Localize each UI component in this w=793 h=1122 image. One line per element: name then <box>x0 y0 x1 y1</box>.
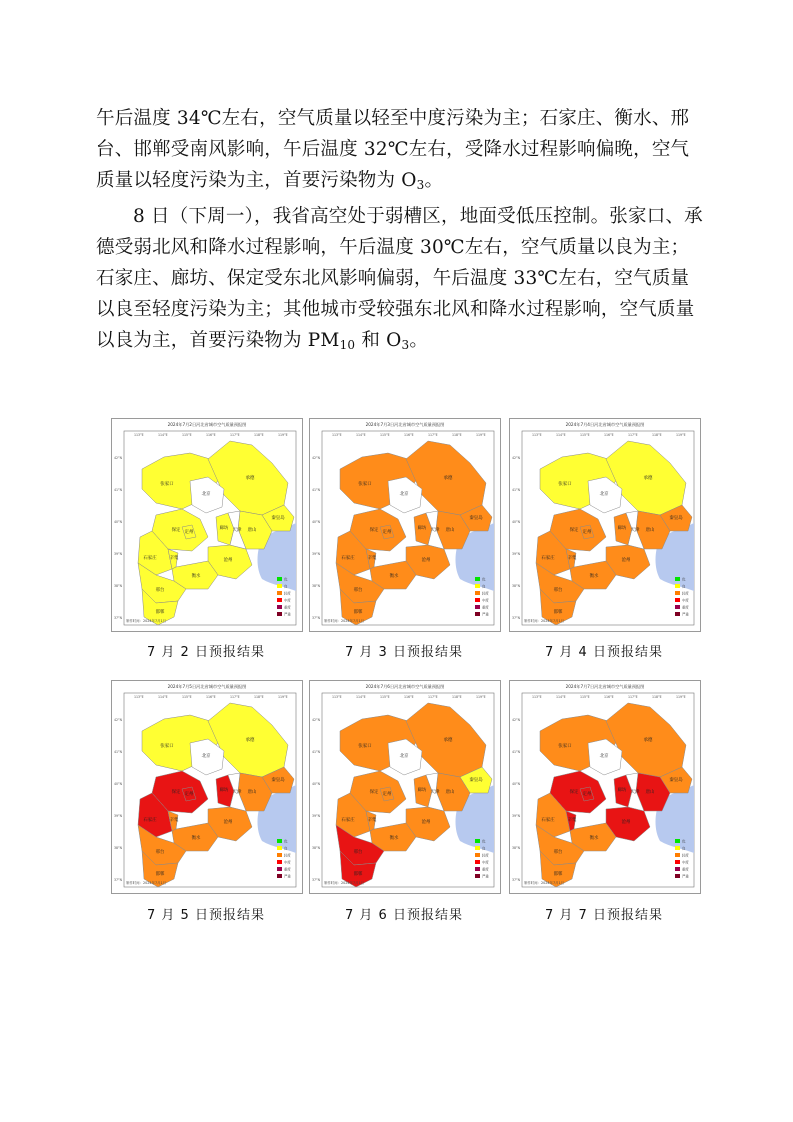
city-label-hd: 邯郸 <box>353 610 363 615</box>
city-label-xj: 辛集 <box>567 818 577 823</box>
city-label-cz: 沧州 <box>223 558 233 563</box>
city-label-ts: 唐山 <box>445 790 455 795</box>
city-label-zjk: 张家口 <box>358 744 372 749</box>
forecast-map-jul3 <box>309 418 501 632</box>
longitude-label: 116°E <box>404 695 414 699</box>
legend-swatch <box>675 874 680 878</box>
city-label-cd: 承德 <box>245 476 255 481</box>
longitude-label: 115°E <box>182 695 192 699</box>
city-label-ts: 唐山 <box>247 790 257 795</box>
longitude-label: 118°E <box>452 433 462 437</box>
legend-swatch <box>277 853 282 857</box>
longitude-label: 117°E <box>428 695 438 699</box>
longitude-label: 117°E <box>230 433 240 437</box>
legend-swatch <box>277 846 282 850</box>
latitude-label: 40°N <box>512 520 521 524</box>
caption-jul2: 7 月 2 日预报结果 <box>147 645 265 660</box>
latitude-label: 42°N <box>512 456 521 460</box>
longitude-label: 115°E <box>182 433 192 437</box>
legend-label: 轻度 <box>682 591 689 596</box>
legend-swatch <box>277 584 282 588</box>
map-title: 2024年7月5日河北省城市空气质量预报图 <box>167 684 247 689</box>
latitude-label: 37°N <box>512 878 521 882</box>
city-label-xj: 辛集 <box>169 818 179 823</box>
map-title: 2024年7月4日河北省城市空气质量预报图 <box>565 422 645 427</box>
latitude-label: 39°N <box>512 814 521 818</box>
map-svg <box>310 419 500 631</box>
latitude-label: 42°N <box>312 456 321 460</box>
legend-swatch <box>475 839 480 843</box>
longitude-label: 118°E <box>452 695 462 699</box>
map-footer: 制作时间：2024年7月1日 <box>126 619 167 623</box>
map-svg <box>510 419 700 631</box>
city-label-xj: 辛集 <box>367 818 377 823</box>
city-label-hs: 衡水 <box>191 574 201 579</box>
latitude-label: 37°N <box>114 878 123 882</box>
city-label-sjz: 石家庄 <box>541 818 555 823</box>
legend-label: 中度 <box>682 598 689 603</box>
city-label-sjz: 石家庄 <box>143 818 157 823</box>
city-label-lf: 廊坊 <box>617 526 627 531</box>
longitude-label: 116°E <box>206 695 216 699</box>
forecast-map-jul4 <box>509 418 701 632</box>
latitude-label: 39°N <box>114 552 123 556</box>
legend-swatch <box>675 577 680 581</box>
city-label-qhd: 秦皇岛 <box>271 778 285 783</box>
legend-label: 优 <box>682 577 686 582</box>
city-label-hd: 邯郸 <box>553 872 563 877</box>
city-label-bj: 北京 <box>599 754 609 759</box>
city-label-dz: 定州 <box>184 530 194 535</box>
legend-swatch <box>277 591 282 595</box>
map-footer: 制作时间：2024年7月1日 <box>524 619 565 623</box>
longitude-label: 119°E <box>676 433 686 437</box>
city-label-cz: 沧州 <box>421 820 431 825</box>
city-label-dz: 定州 <box>582 792 592 797</box>
longitude-label: 114°E <box>356 695 366 699</box>
legend-label: 重度 <box>284 605 291 610</box>
latitude-label: 37°N <box>312 616 321 620</box>
latitude-label: 41°N <box>512 488 521 492</box>
legend-label: 优 <box>482 839 486 844</box>
legend-swatch <box>675 598 680 602</box>
city-label-sjz: 石家庄 <box>341 556 355 561</box>
legend-label: 良 <box>682 584 686 589</box>
latitude-label: 37°N <box>312 878 321 882</box>
city-label-xt: 邢台 <box>553 588 563 593</box>
city-label-cz: 沧州 <box>621 820 631 825</box>
city-label-sjz: 石家庄 <box>143 556 157 561</box>
longitude-label: 113°E <box>332 695 342 699</box>
city-label-tj: 天津 <box>630 790 640 795</box>
longitude-label: 118°E <box>254 695 264 699</box>
latitude-label: 41°N <box>312 488 321 492</box>
caption-jul6: 7 月 6 日预报结果 <box>345 908 463 923</box>
latitude-label: 40°N <box>114 520 123 524</box>
city-label-cd: 承德 <box>443 738 453 743</box>
longitude-label: 117°E <box>628 695 638 699</box>
map-title: 2024年7月6日河北省城市空气质量预报图 <box>365 684 445 689</box>
city-label-ts: 唐山 <box>645 528 655 533</box>
legend-label: 良 <box>482 584 486 589</box>
legend-label: 重度 <box>284 867 291 872</box>
legend-label: 良 <box>284 846 288 851</box>
legend-swatch <box>475 853 480 857</box>
longitude-label: 116°E <box>604 433 614 437</box>
legend-swatch <box>277 577 282 581</box>
legend-label: 中度 <box>482 860 489 865</box>
legend-swatch <box>475 598 480 602</box>
legend-swatch <box>475 584 480 588</box>
longitude-label: 119°E <box>476 433 486 437</box>
city-label-dz: 定州 <box>382 792 392 797</box>
longitude-label: 115°E <box>380 695 390 699</box>
legend-label: 严重 <box>284 874 291 879</box>
longitude-label: 114°E <box>158 433 168 437</box>
city-label-zjk: 张家口 <box>558 482 572 487</box>
paragraph-1: 午后温度 34℃左右，空气质量以轻至中度污染为主；石家庄、衡水、邢台、邯郸受南风影响，午后温度 32℃左右，受降水过程影响偏晚，空气质量以轻度污染为主，首要污染物为 $O_3$。 <box>96 108 690 192</box>
city-label-hd: 邯郸 <box>553 610 563 615</box>
latitude-label: 37°N <box>114 616 123 620</box>
longitude-label: 117°E <box>230 695 240 699</box>
body-text <box>96 103 706 361</box>
legend-label: 中度 <box>284 860 291 865</box>
city-label-dz: 定州 <box>184 792 194 797</box>
latitude-label: 40°N <box>512 782 521 786</box>
city-label-lf: 廊坊 <box>219 788 229 793</box>
longitude-label: 119°E <box>676 695 686 699</box>
legend-swatch <box>475 874 480 878</box>
legend-swatch <box>277 867 282 871</box>
city-label-xt: 邢台 <box>155 850 165 855</box>
latitude-label: 41°N <box>114 750 123 754</box>
longitude-label: 118°E <box>254 433 264 437</box>
legend-label: 优 <box>284 839 288 844</box>
legend-label: 中度 <box>482 598 489 603</box>
city-label-lf: 廊坊 <box>417 788 427 793</box>
latitude-label: 40°N <box>312 520 321 524</box>
city-label-cz: 沧州 <box>621 558 631 563</box>
legend-label: 良 <box>284 584 288 589</box>
legend-swatch <box>475 577 480 581</box>
longitude-label: 119°E <box>278 695 288 699</box>
latitude-label: 38°N <box>114 584 123 588</box>
city-label-qhd: 秦皇岛 <box>469 778 483 783</box>
map-svg <box>510 681 700 893</box>
map-title: 2024年7月2日河北省城市空气质量预报图 <box>167 422 247 427</box>
longitude-label: 113°E <box>532 433 542 437</box>
legend-swatch <box>675 853 680 857</box>
longitude-label: 119°E <box>476 695 486 699</box>
legend-swatch <box>475 846 480 850</box>
legend-label: 严重 <box>482 612 489 617</box>
city-label-hd: 邯郸 <box>155 872 165 877</box>
legend-label: 重度 <box>682 867 689 872</box>
longitude-label: 115°E <box>380 433 390 437</box>
legend-label: 轻度 <box>682 853 689 858</box>
latitude-label: 42°N <box>512 718 521 722</box>
latitude-label: 39°N <box>114 814 123 818</box>
legend-swatch <box>675 839 680 843</box>
map-svg <box>310 681 500 893</box>
city-label-xt: 邢台 <box>353 850 363 855</box>
caption-jul4: 7 月 4 日预报结果 <box>545 645 663 660</box>
city-label-zjk: 张家口 <box>160 744 174 749</box>
legend-label: 中度 <box>682 860 689 865</box>
longitude-label: 113°E <box>134 695 144 699</box>
city-label-xt: 邢台 <box>553 850 563 855</box>
map-footer: 制作时间：2024年7月1日 <box>126 881 167 885</box>
latitude-label: 42°N <box>312 718 321 722</box>
city-label-tj: 天津 <box>630 528 640 533</box>
latitude-label: 39°N <box>312 552 321 556</box>
city-label-xt: 邢台 <box>155 588 165 593</box>
forecast-map-jul5 <box>111 680 303 894</box>
legend-label: 中度 <box>284 598 291 603</box>
city-label-hs: 衡水 <box>191 836 201 841</box>
longitude-label: 113°E <box>134 433 144 437</box>
latitude-label: 40°N <box>114 782 123 786</box>
forecast-map-jul7 <box>509 680 701 894</box>
latitude-label: 38°N <box>312 846 321 850</box>
longitude-label: 116°E <box>206 433 216 437</box>
latitude-label: 38°N <box>512 584 521 588</box>
longitude-label: 118°E <box>652 433 662 437</box>
legend-swatch <box>277 605 282 609</box>
forecast-map-jul2 <box>111 418 303 632</box>
latitude-label: 39°N <box>512 552 521 556</box>
legend-swatch <box>475 860 480 864</box>
city-label-qhd: 秦皇岛 <box>669 778 683 783</box>
legend-swatch <box>675 612 680 616</box>
caption-jul3: 7 月 3 日预报结果 <box>345 645 463 660</box>
legend-swatch <box>277 598 282 602</box>
city-label-cd: 承德 <box>643 738 653 743</box>
latitude-label: 38°N <box>312 584 321 588</box>
map-title: 2024年7月3日河北省城市空气质量预报图 <box>365 422 445 427</box>
legend-swatch <box>675 867 680 871</box>
city-label-hs: 衡水 <box>589 574 599 579</box>
longitude-label: 116°E <box>404 433 414 437</box>
caption-jul7: 7 月 7 日预报结果 <box>545 908 663 923</box>
longitude-label: 115°E <box>580 695 590 699</box>
city-label-tj: 天津 <box>430 790 440 795</box>
legend-swatch <box>675 591 680 595</box>
legend-label: 重度 <box>482 605 489 610</box>
legend-swatch <box>277 612 282 616</box>
longitude-label: 116°E <box>604 695 614 699</box>
latitude-label: 41°N <box>312 750 321 754</box>
city-label-lf: 廊坊 <box>617 788 627 793</box>
legend-label: 重度 <box>482 867 489 872</box>
map-footer: 制作时间：2024年7月1日 <box>524 881 565 885</box>
city-label-cz: 沧州 <box>223 820 233 825</box>
legend-label: 严重 <box>284 612 291 617</box>
city-label-xt: 邢台 <box>353 588 363 593</box>
latitude-label: 42°N <box>114 456 123 460</box>
city-label-bj: 北京 <box>201 492 211 497</box>
legend-swatch <box>475 867 480 871</box>
city-label-ts: 唐山 <box>247 528 257 533</box>
legend-swatch <box>277 860 282 864</box>
city-label-bd: 保定 <box>369 790 379 795</box>
legend-label: 优 <box>682 839 686 844</box>
city-label-qhd: 秦皇岛 <box>469 516 483 521</box>
longitude-label: 113°E <box>532 695 542 699</box>
city-label-xj: 辛集 <box>367 556 377 561</box>
legend-label: 严重 <box>482 874 489 879</box>
longitude-label: 114°E <box>556 695 566 699</box>
legend-swatch <box>475 612 480 616</box>
map-title: 2024年7月7日河北省城市空气质量预报图 <box>565 684 645 689</box>
legend-label: 轻度 <box>482 591 489 596</box>
city-label-hs: 衡水 <box>389 574 399 579</box>
legend-label: 良 <box>482 846 486 851</box>
legend-label: 良 <box>682 846 686 851</box>
legend-label: 重度 <box>682 605 689 610</box>
city-label-bd: 保定 <box>171 790 181 795</box>
city-label-bj: 北京 <box>201 754 211 759</box>
legend-label: 优 <box>284 577 288 582</box>
map-footer: 制作时间：2024年7月1日 <box>324 619 365 623</box>
longitude-label: 114°E <box>356 433 366 437</box>
legend-swatch <box>675 605 680 609</box>
caption-jul5: 7 月 5 日预报结果 <box>147 908 265 923</box>
city-label-xj: 辛集 <box>169 556 179 561</box>
legend-swatch <box>675 860 680 864</box>
legend-label: 轻度 <box>482 853 489 858</box>
city-label-bd: 保定 <box>569 790 579 795</box>
latitude-label: 41°N <box>512 750 521 754</box>
latitude-label: 42°N <box>114 718 123 722</box>
city-label-cd: 承德 <box>643 476 653 481</box>
city-label-qhd: 秦皇岛 <box>271 516 285 521</box>
latitude-label: 38°N <box>114 846 123 850</box>
legend-swatch <box>475 591 480 595</box>
city-label-lf: 廊坊 <box>417 526 427 531</box>
latitude-label: 38°N <box>512 846 521 850</box>
forecast-map-jul6 <box>309 680 501 894</box>
city-label-bd: 保定 <box>369 528 379 533</box>
city-label-tj: 天津 <box>430 528 440 533</box>
legend-swatch <box>277 874 282 878</box>
city-label-cd: 承德 <box>443 476 453 481</box>
longitude-label: 118°E <box>652 695 662 699</box>
city-label-sjz: 石家庄 <box>541 556 555 561</box>
city-label-ts: 唐山 <box>645 790 655 795</box>
city-label-dz: 定州 <box>582 530 592 535</box>
latitude-label: 40°N <box>312 782 321 786</box>
city-label-tj: 天津 <box>232 528 242 533</box>
longitude-label: 119°E <box>278 433 288 437</box>
city-label-hd: 邯郸 <box>353 872 363 877</box>
latitude-label: 39°N <box>312 814 321 818</box>
city-label-qhd: 秦皇岛 <box>669 516 683 521</box>
city-label-hs: 衡水 <box>389 836 399 841</box>
legend-label: 优 <box>482 577 486 582</box>
legend-swatch <box>277 839 282 843</box>
legend-swatch <box>675 584 680 588</box>
city-label-bj: 北京 <box>599 492 609 497</box>
city-label-xj: 辛集 <box>567 556 577 561</box>
longitude-label: 114°E <box>158 695 168 699</box>
longitude-label: 115°E <box>580 433 590 437</box>
longitude-label: 117°E <box>428 433 438 437</box>
city-label-bj: 北京 <box>399 754 409 759</box>
legend-label: 严重 <box>682 874 689 879</box>
city-label-bd: 保定 <box>171 528 181 533</box>
longitude-label: 113°E <box>332 433 342 437</box>
legend-swatch <box>475 605 480 609</box>
city-label-ts: 唐山 <box>445 528 455 533</box>
paragraph-2: 8 日（下周一），我省高空处于弱槽区，地面受低压控制。张家口、承德受弱北风和降水过程影响，午后温度 30℃左右，空气质量以良为主；石家庄、廊坊、保定受东北风影响偏弱，午后温度 33℃左右，空气质量以良至轻度污染为主；其他城市受较强东北风和降水过程影响，空气质量以良为主，首要污染物为 $PM_{10}$ 和 $O_3$。 <box>96 206 703 352</box>
city-label-bd: 保定 <box>569 528 579 533</box>
map-footer: 制作时间：2024年7月1日 <box>324 881 365 885</box>
city-label-zjk: 张家口 <box>160 482 174 487</box>
legend-label: 严重 <box>682 612 689 617</box>
longitude-label: 114°E <box>556 433 566 437</box>
city-label-zjk: 张家口 <box>358 482 372 487</box>
legend-label: 轻度 <box>284 853 291 858</box>
latitude-label: 41°N <box>114 488 123 492</box>
city-label-hs: 衡水 <box>589 836 599 841</box>
city-label-cd: 承德 <box>245 738 255 743</box>
legend-swatch <box>675 846 680 850</box>
city-label-dz: 定州 <box>382 530 392 535</box>
map-svg <box>112 419 302 631</box>
city-label-lf: 廊坊 <box>219 526 229 531</box>
map-svg <box>112 681 302 893</box>
latitude-label: 37°N <box>512 616 521 620</box>
city-label-tj: 天津 <box>232 790 242 795</box>
city-label-bj: 北京 <box>399 492 409 497</box>
city-label-sjz: 石家庄 <box>341 818 355 823</box>
longitude-label: 117°E <box>628 433 638 437</box>
city-label-zjk: 张家口 <box>558 744 572 749</box>
city-label-hd: 邯郸 <box>155 610 165 615</box>
city-label-cz: 沧州 <box>421 558 431 563</box>
legend-label: 轻度 <box>284 591 291 596</box>
